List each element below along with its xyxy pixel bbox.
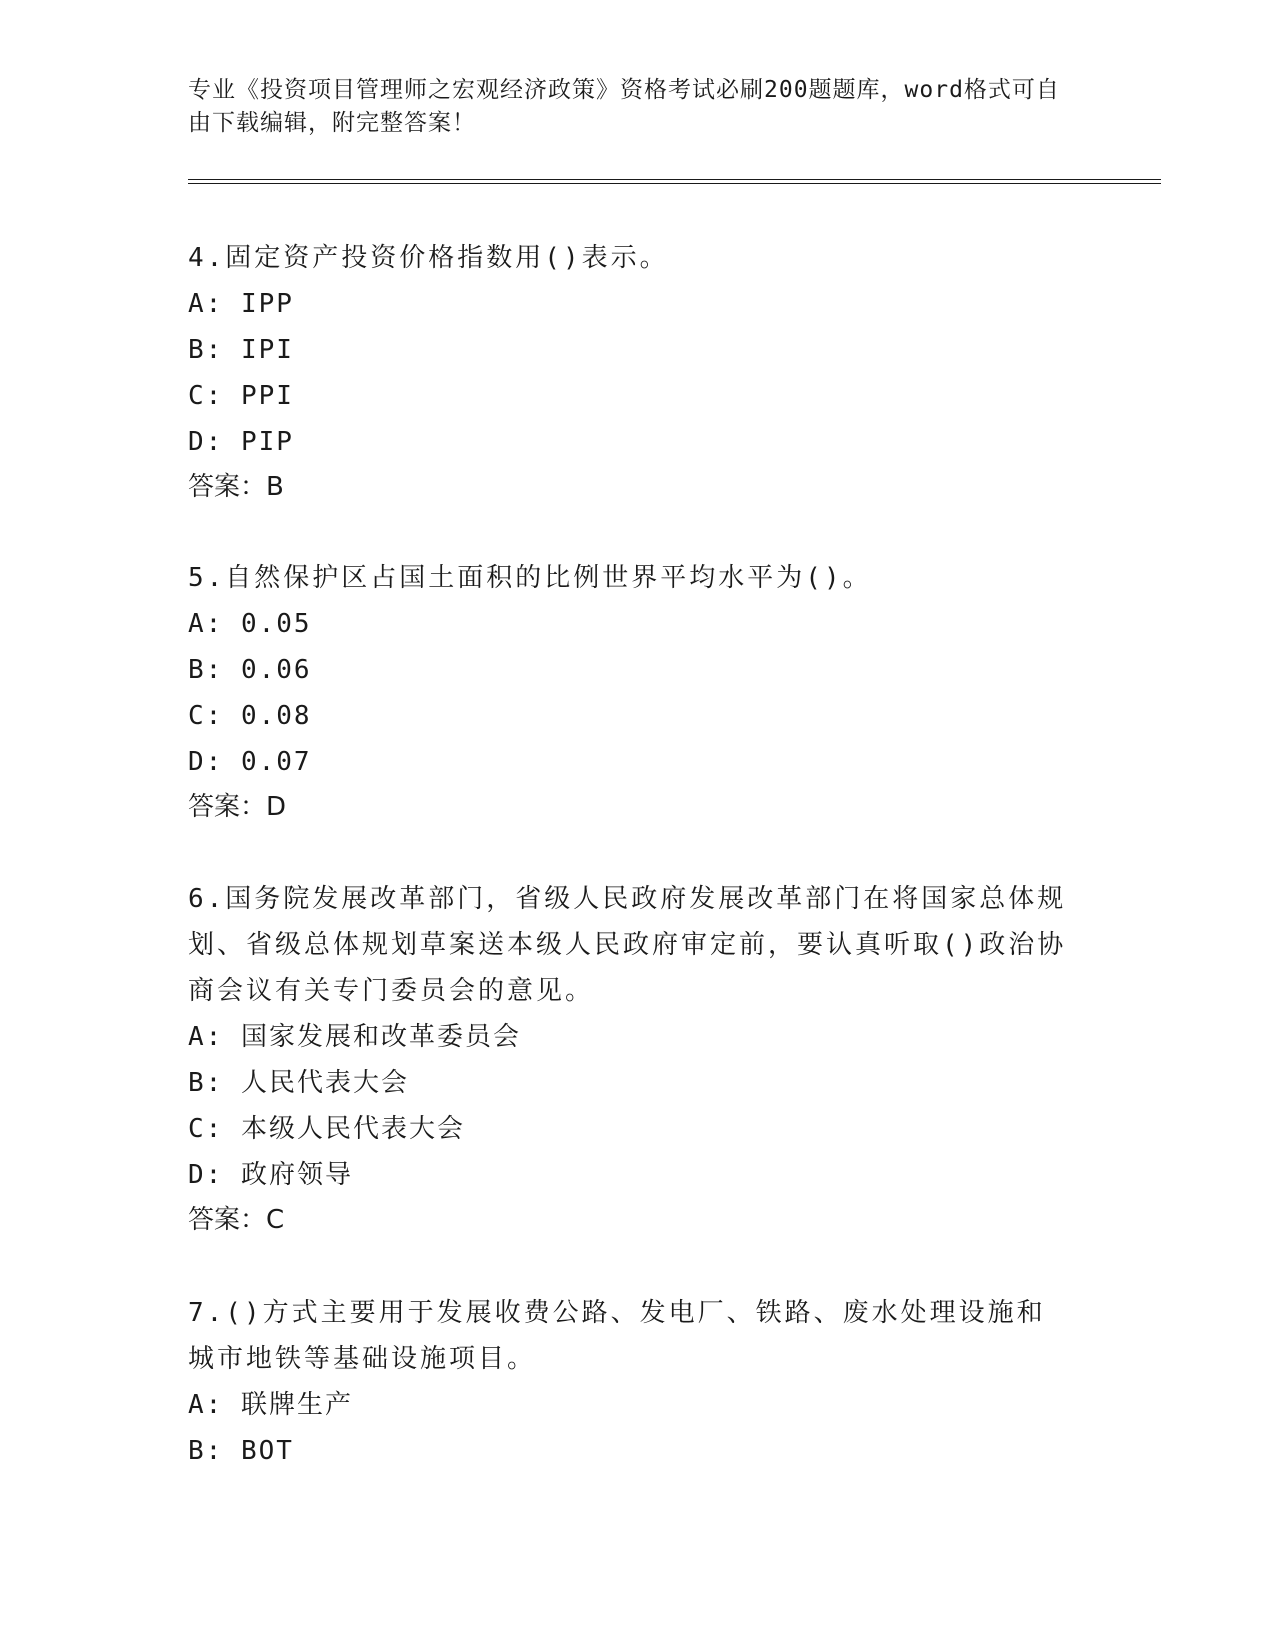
option-c: C: PPI (188, 381, 294, 411)
document-intro: 专业《投资项目管理师之宏观经济政策》资格考试必刷200题题库，word格式可自由下载编辑，附完整答案！ (188, 77, 1060, 136)
option-b: B: 0.06 (188, 655, 312, 685)
option-c: C: 0.08 (188, 701, 312, 731)
option-a: A: 国家发展和改革委员会 (188, 1022, 521, 1052)
option-a: A: IPP (188, 289, 294, 319)
question-7 (188, 1290, 1068, 1474)
option-c: C: 本级人民代表大会 (188, 1114, 465, 1144)
answer: 答案：B (188, 472, 284, 502)
option-d: D: 0.07 (188, 747, 312, 777)
option-b: B: 人民代表大会 (188, 1068, 409, 1098)
question-text: 5.自然保护区占国土面积的比例世界平均水平为()。 (188, 563, 872, 593)
option-a: A: 联牌生产 (188, 1390, 353, 1420)
question-4 (188, 235, 1068, 509)
answer: 答案：D (188, 792, 287, 822)
question-5 (188, 555, 1068, 829)
option-b: B: BOT (188, 1436, 294, 1466)
question-text: 7.()方式主要用于发展收费公路、发电厂、铁路、废水处理设施和城市地铁等基础设施项目。 (188, 1298, 1046, 1374)
option-b: B: IPI (188, 335, 294, 365)
question-6 (188, 876, 1068, 1242)
header-divider-top (188, 179, 1161, 180)
question-text: 6.国务院发展改革部门，省级人民政府发展改革部门在将国家总体规划、省级总体规划草案送本级人民政府审定前，要认真听取()政治协商会议有关专门委员会的意见。 (188, 884, 1067, 1006)
question-text: 4.固定资产投资价格指数用()表示。 (188, 243, 669, 273)
answer: 答案：C (188, 1205, 285, 1235)
option-d: D: PIP (188, 427, 294, 457)
option-d: D: 政府领导 (188, 1160, 353, 1190)
header-divider-bottom (188, 183, 1161, 184)
option-a: A: 0.05 (188, 609, 312, 639)
